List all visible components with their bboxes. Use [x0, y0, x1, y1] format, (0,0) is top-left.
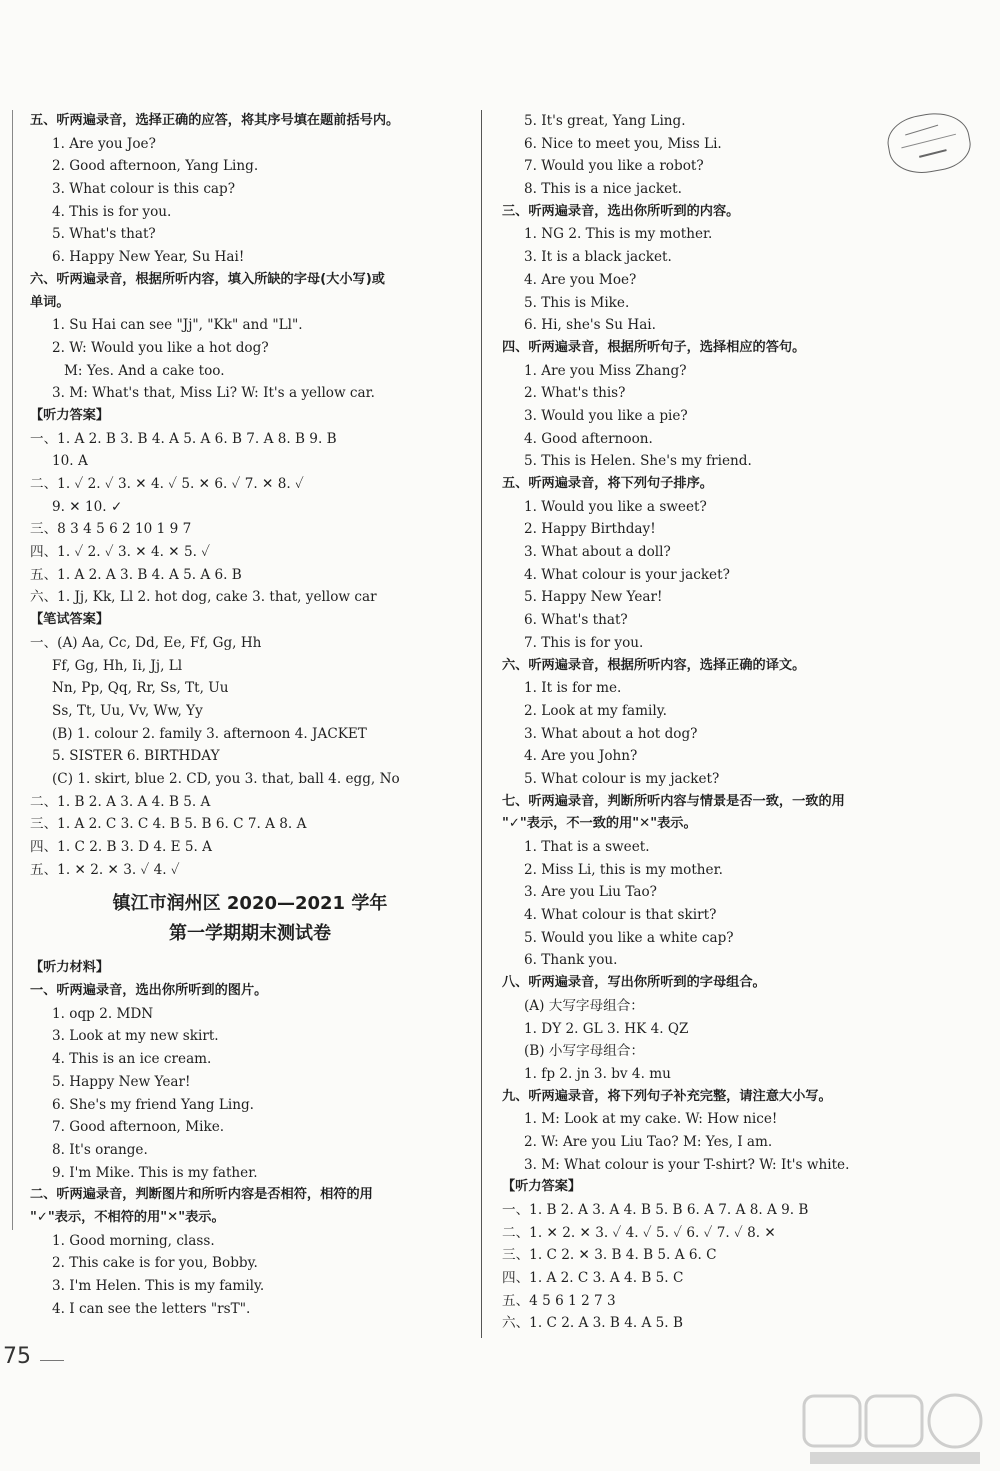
- section-heading: 二、听两遍录音，判断图片和所听内容是否相符，相符的用: [30, 1187, 373, 1203]
- section-heading: "✓"表示，不一致的用"✕"表示。: [502, 816, 697, 832]
- left-line: M: Yes. And a cake too.: [64, 362, 225, 379]
- left-line: 2. This cake is for you, Bobby.: [52, 1255, 258, 1272]
- right-line: 6. Thank you.: [524, 952, 618, 969]
- left-line: 5. Happy New Year!: [52, 1073, 191, 1090]
- right-line: 2. W: Are you Liu Tao? M: Yes, I am.: [524, 1133, 773, 1150]
- right-line: 6. What's that?: [524, 612, 628, 629]
- right-line: 8. This is a nice jacket.: [524, 181, 682, 198]
- right-line: 5. Happy New Year!: [524, 589, 663, 606]
- left-line: 六、1. Jj, Kk, Ll 2. hot dog, cake 3. that, yellow car: [30, 589, 377, 606]
- right-line: 1. It is for me.: [524, 680, 622, 697]
- left-line: 五、1. ✕ 2. ✕ 3. ✓ 4. ✓: [30, 861, 180, 878]
- right-line: 7. Would you like a robot?: [524, 158, 704, 175]
- left-line: Ss, Tt, Uu, Vv, Ww, Yy: [52, 702, 203, 719]
- right-line: 1. DY 2. GL 3. HK 4. QZ: [524, 1020, 689, 1037]
- right-line: 2. Happy Birthday!: [524, 521, 656, 538]
- right-line: 3. It is a black jacket.: [524, 249, 672, 266]
- left-line: 三、1. A 2. C 3. C 4. B 5. B 6. C 7. A 8. A: [30, 816, 307, 833]
- section-heading: 【听力答案】: [30, 407, 110, 423]
- right-line: 3. What about a doll?: [524, 544, 671, 561]
- right-line: 4. What colour is that skirt?: [524, 907, 717, 924]
- right-line: 5. This is Helen. She's my friend.: [524, 453, 752, 470]
- section-heading: 五、听两遍录音，选择正确的应答，将其序号填在题前括号内。: [30, 113, 400, 128]
- right-line: (A) 大写字母组合：: [524, 997, 644, 1014]
- right-line: 4. Are you John?: [524, 748, 638, 765]
- right-line: 一、1. B 2. A 3. A 4. B 5. B 6. A 7. A 8. A 9. B: [502, 1202, 809, 1218]
- page-number: 75: [3, 1344, 31, 1369]
- left-line: 2. W: Would you like a hot dog?: [52, 339, 269, 356]
- left-line: 6. Happy New Year, Su Hai!: [52, 249, 245, 266]
- right-line: 2. Look at my family.: [524, 702, 667, 719]
- section-heading: 六、听两遍录音，根据所听内容，选择正确的译文。: [502, 657, 806, 673]
- page-number-rule: [40, 1360, 64, 1361]
- section-heading: 八、听两遍录音，写出你所听到的字母组合。: [502, 975, 766, 991]
- right-line: 4. Are you Moe?: [524, 271, 637, 288]
- right-line: 五、4 5 6 1 2 7 3: [502, 1292, 616, 1309]
- left-margin-rule: [12, 110, 13, 1230]
- left-line: 一、(A) Aa, Cc, Dd, Ee, Ff, Gg, Hh: [30, 634, 262, 651]
- left-line: 四、1. ✓ 2. ✓ 3. ✕ 4. ✕ 5. ✓: [30, 544, 211, 561]
- right-line: 四、1. A 2. C 3. A 4. B 5. C: [502, 1270, 684, 1287]
- section-heading: "✓"表示，不相符的用"✕"表示。: [30, 1209, 225, 1225]
- section-heading: 四、听两遍录音，根据所听句子，选择相应的答句。: [502, 339, 806, 355]
- left-line: 7. Good afternoon, Mike.: [52, 1119, 225, 1136]
- section-heading: 单词。: [30, 294, 70, 310]
- section-heading: 九、听两遍录音，将下列句子补充完整，请注意大小写。: [502, 1088, 832, 1104]
- right-line: 三、1. C 2. ✕ 3. B 4. B 5. A 6. C: [502, 1247, 717, 1264]
- section-title: 镇江市润州区 2020—2021 学年: [112, 893, 388, 915]
- right-line: 5. This is Mike.: [524, 294, 630, 311]
- left-line: 3. What colour is this cap?: [52, 181, 236, 198]
- left-line: 8. It's orange.: [52, 1141, 148, 1158]
- left-line: 三、8 3 4 5 6 2 10 1 9 7: [30, 521, 192, 538]
- section-heading: 六、听两遍录音，根据所听内容，填入所缺的字母(大小写)或: [30, 271, 385, 287]
- left-line: 9. I'm Mike. This is my father.: [52, 1164, 258, 1181]
- spacer: [30, 881, 470, 889]
- left-line: 4. This is an ice cream.: [52, 1051, 212, 1068]
- left-line: 6. She's my friend Yang Ling.: [52, 1096, 254, 1113]
- right-line: 5. What colour is my jacket?: [524, 770, 720, 787]
- column-divider: [481, 110, 482, 1338]
- right-line: 2. What's this?: [524, 385, 626, 402]
- section-heading: 三、听两遍录音，选出你所听到的内容。: [502, 203, 740, 219]
- left-line: 1. Good morning, class.: [52, 1232, 215, 1249]
- watermark-logo: [800, 1390, 990, 1468]
- right-line: 4. Good afternoon.: [524, 430, 653, 447]
- right-line: 1. fp 2. jn 3. bv 4. mu: [524, 1065, 671, 1082]
- section-heading: 【听力答案】: [502, 1179, 582, 1195]
- left-line: 3. Look at my new skirt.: [52, 1028, 219, 1045]
- left-line: 2. Good afternoon, Yang Ling.: [52, 158, 259, 175]
- left-line: 1. oqp 2. MDN: [52, 1005, 154, 1022]
- right-line: 7. This is for you.: [524, 634, 644, 651]
- left-line: (C) 1. skirt, blue 2. CD, you 3. that, ball 4. egg, No: [52, 770, 400, 787]
- right-line: 二、1. ✕ 2. ✕ 3. ✓ 4. ✓ 5. ✓ 6. ✓ 7. ✓ 8. ✕: [502, 1224, 776, 1241]
- right-line: 1. M: Look at my cake. W: How nice!: [524, 1111, 778, 1128]
- left-line: 二、1. ✓ 2. ✓ 3. ✕ 4. ✓ 5. ✕ 6. ✓ 7. ✕ 8. ✓: [30, 476, 304, 492]
- right-line: 1. NG 2. This is my mother.: [524, 226, 713, 243]
- section-title: 第一学期期末测试卷: [169, 923, 331, 945]
- section-heading: 【听力材料】: [30, 960, 110, 976]
- left-line: 9. ✕ 10. ✓: [52, 498, 123, 515]
- left-line: 4. This is for you.: [52, 203, 172, 220]
- left-line: 4. I can see the letters "rsT".: [52, 1300, 251, 1317]
- right-line: 2. Miss Li, this is my mother.: [524, 861, 723, 878]
- left-line: Ff, Gg, Hh, Ii, Jj, Ll: [52, 657, 183, 674]
- right-line: 5. Would you like a white cap?: [524, 929, 734, 946]
- left-line: 四、1. C 2. B 3. D 4. E 5. A: [30, 839, 212, 855]
- right-line: 1. Are you Miss Zhang?: [524, 362, 687, 379]
- left-line: Nn, Pp, Qq, Rr, Ss, Tt, Uu: [52, 680, 229, 697]
- right-line: 6. Nice to meet you, Miss Li.: [524, 135, 722, 152]
- right-column: [502, 110, 942, 1335]
- section-heading: 五、听两遍录音，将下列句子排序。: [502, 476, 713, 491]
- left-line: 5. SISTER 6. BIRTHDAY: [52, 748, 220, 765]
- right-line: 1. That is a sweet.: [524, 839, 650, 855]
- right-line: 3. M: What colour is your T-shirt? W: It's white.: [524, 1156, 850, 1173]
- left-line: 一、1. A 2. B 3. B 4. A 5. A 6. B 7. A 8. B 9. B: [30, 430, 337, 447]
- left-line: 10. A: [52, 453, 88, 470]
- section-heading: 七、听两遍录音，判断所听内容与情景是否一致，一致的用: [502, 793, 845, 809]
- right-line: 6. Hi, she's Su Hai.: [524, 317, 656, 334]
- right-line: 3. What about a hot dog?: [524, 725, 698, 742]
- left-line: 1. Are you Joe?: [52, 135, 156, 152]
- left-column: [30, 110, 470, 1320]
- right-line: 5. It's great, Yang Ling.: [524, 113, 686, 129]
- right-line: 3. Are you Liu Tao?: [524, 884, 657, 901]
- right-line: 1. Would you like a sweet?: [524, 498, 707, 515]
- spacer: [30, 949, 470, 957]
- left-line: 3. I'm Helen. This is my family.: [52, 1278, 265, 1294]
- right-line: 六、1. C 2. A 3. B 4. A 5. B: [502, 1315, 683, 1332]
- left-line: 二、1. B 2. A 3. A 4. B 5. A: [30, 793, 211, 810]
- section-heading: 【笔试答案】: [30, 612, 110, 628]
- right-line: (B) 小写字母组合：: [524, 1043, 645, 1060]
- left-line: (B) 1. colour 2. family 3. afternoon 4. JACKET: [52, 725, 367, 742]
- left-line: 3. M: What's that, Miss Li? W: It's a yellow car.: [52, 385, 375, 402]
- left-line: 1. Su Hai can see "Jj", "Kk" and "Ll".: [52, 317, 303, 334]
- left-line: 五、1. A 2. A 3. B 4. A 5. A 6. B: [30, 566, 242, 583]
- right-line: 4. What colour is your jacket?: [524, 566, 730, 583]
- section-heading: 一、听两遍录音，选出你所听到的图片。: [30, 983, 268, 999]
- left-line: 5. What's that?: [52, 226, 156, 243]
- right-line: 3. Would you like a pie?: [524, 407, 688, 424]
